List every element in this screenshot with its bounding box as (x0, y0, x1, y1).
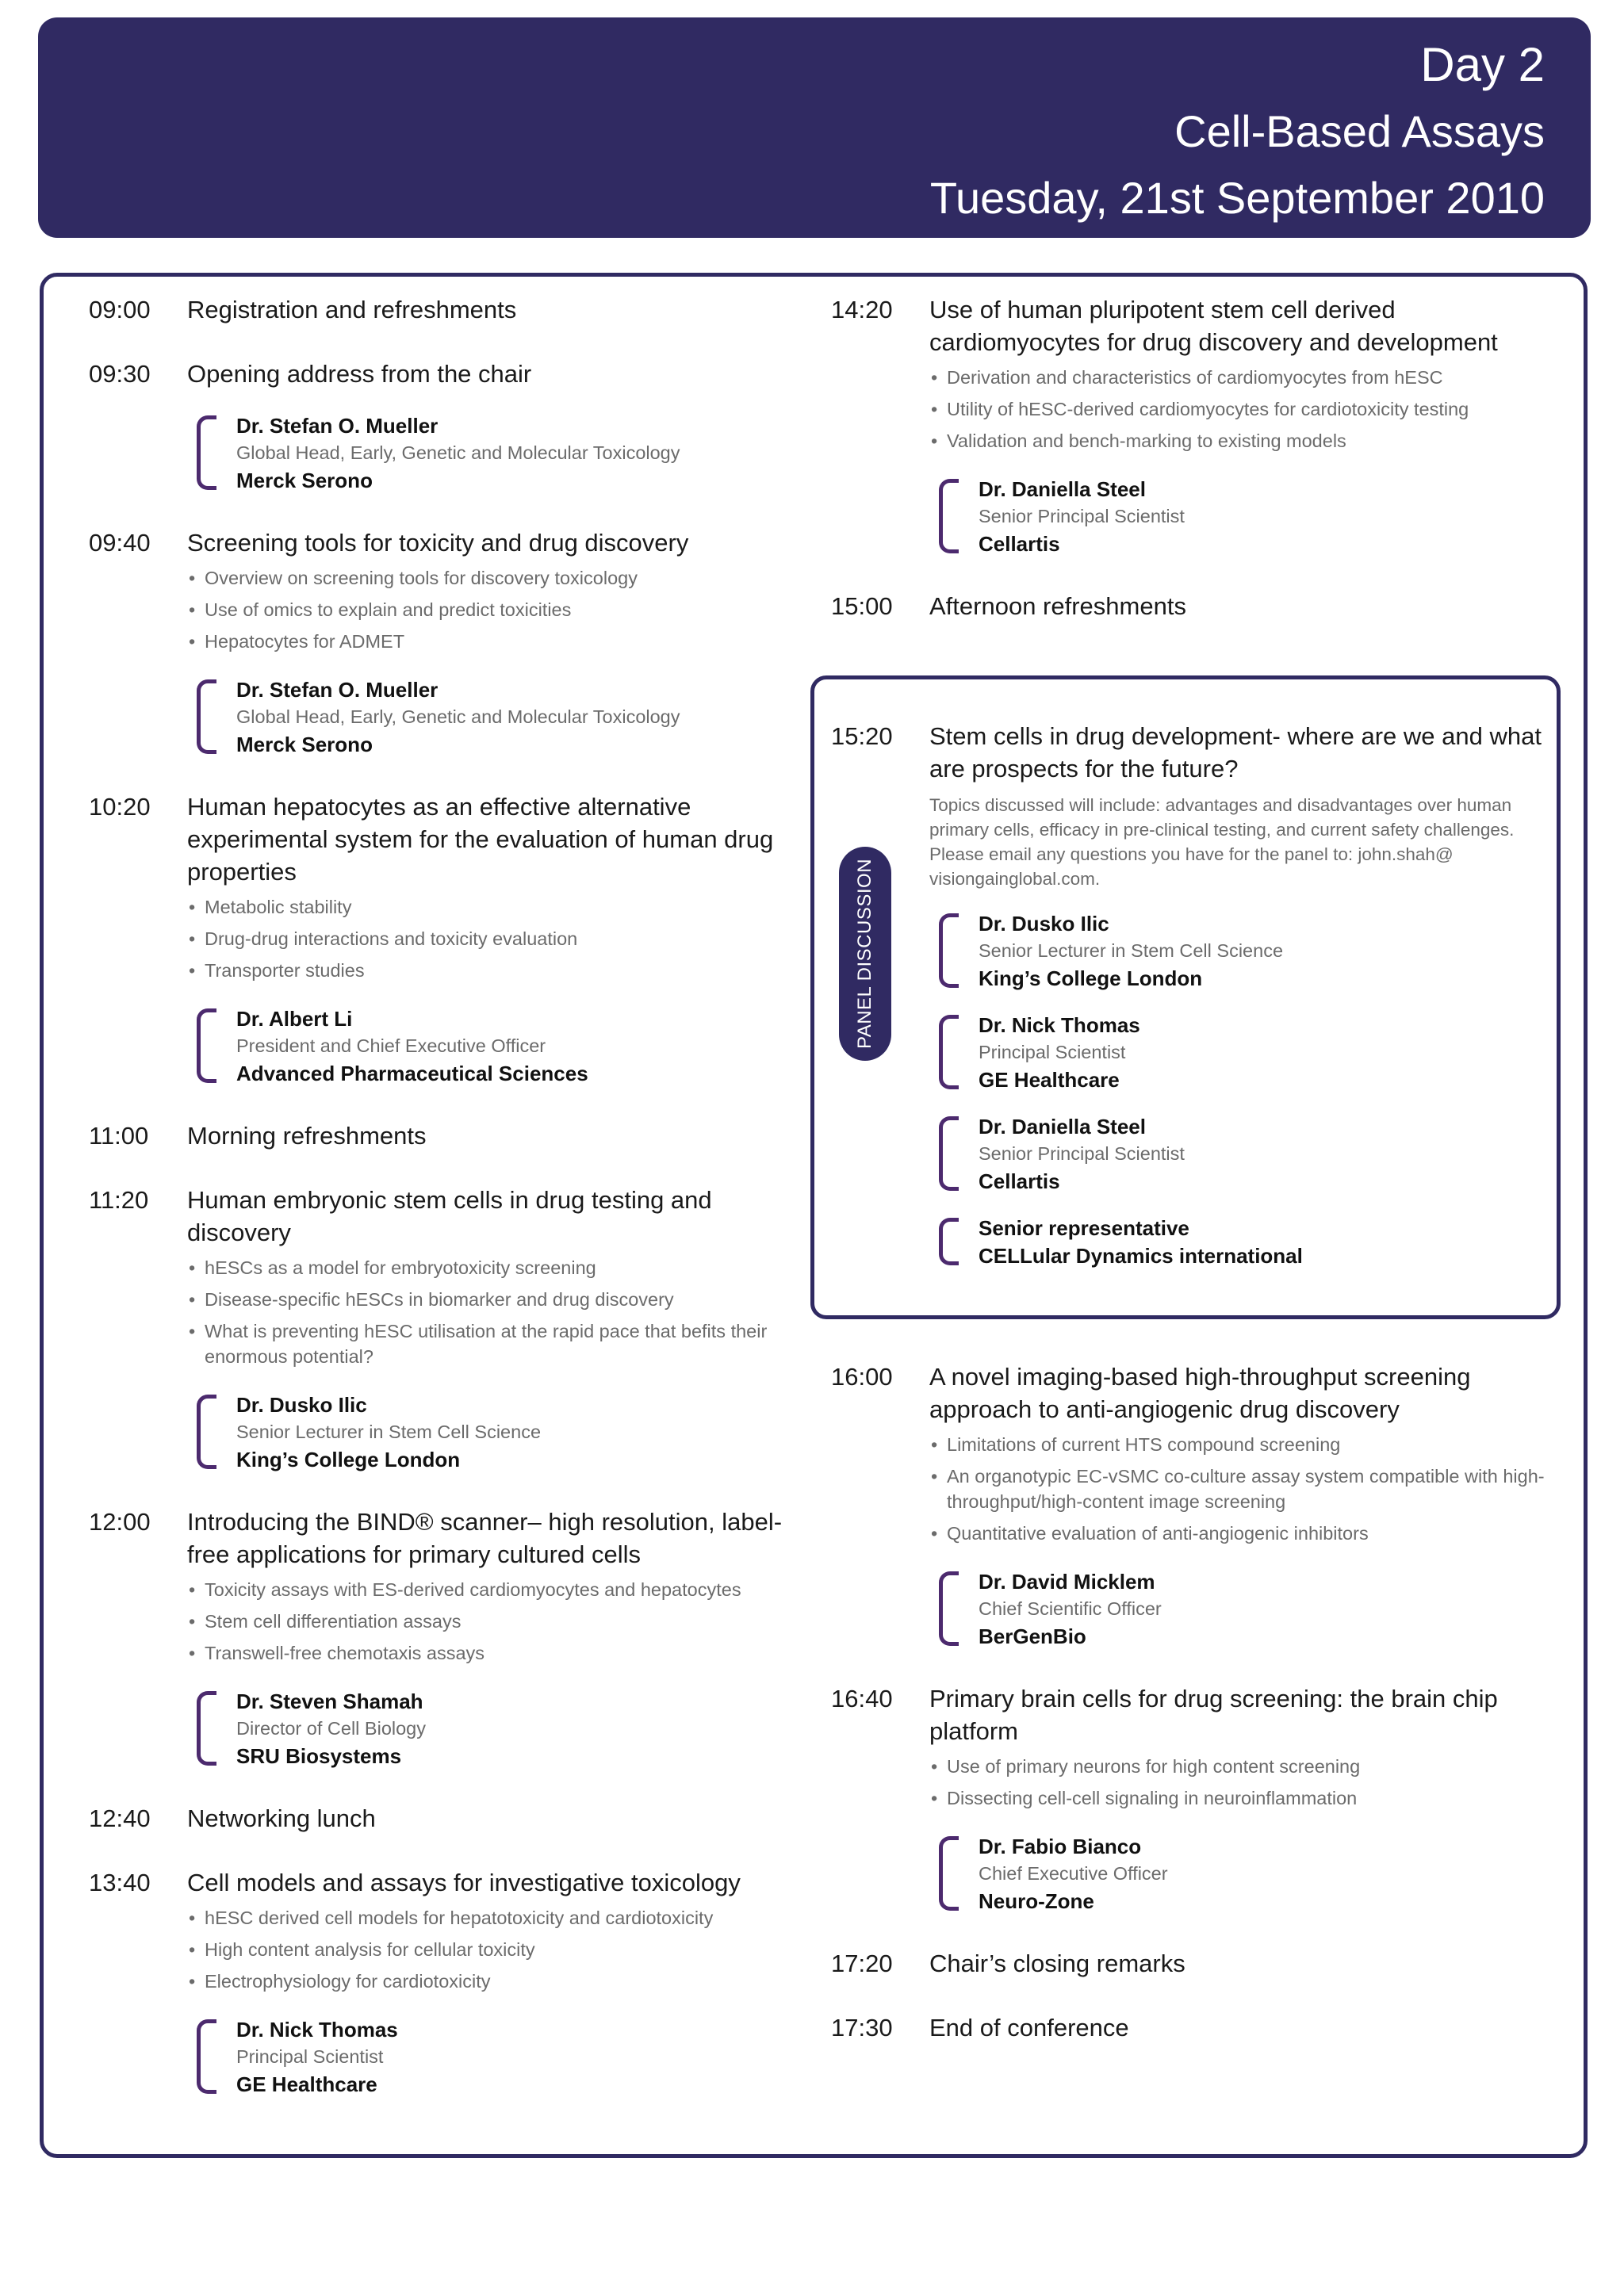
session-time: 16:00 (831, 1363, 893, 1391)
session-topics (929, 365, 1545, 453)
speaker-role: Principal Scientist (979, 1042, 1126, 1062)
agenda-session (89, 1866, 802, 2099)
session-topics (929, 1432, 1545, 1546)
speaker-organization: GE Healthcare (236, 2072, 377, 2096)
speaker-organization: Cellartis (979, 532, 1060, 556)
session-title: Introducing the BIND® scanner– high resolution, label-free applications for primary cultured cells (187, 1508, 783, 1568)
session-title: Morning refreshments (187, 1122, 427, 1150)
session-time: 14:20 (831, 296, 893, 323)
speaker-bracket-icon (197, 1395, 216, 1469)
speaker-block (929, 1215, 1545, 1270)
topic-item: • Hepatocytes for ADMET (187, 629, 802, 654)
session-topics (187, 1255, 802, 1369)
topic-item: • Toxicity assays with ES-derived cardiomyocytes and hepatocytes (187, 1577, 802, 1602)
topic-item: • Transporter studies (187, 958, 802, 983)
speaker-bracket-icon (939, 1015, 959, 1089)
speaker-name: Senior representative (979, 1216, 1189, 1240)
session-time: 10:20 (89, 793, 151, 821)
session-time: 09:40 (89, 529, 151, 557)
speaker-name: Dr. Steven Shamah (236, 1689, 423, 1713)
speaker-organization: BerGenBio (979, 1624, 1086, 1648)
speaker-bracket-icon (197, 2019, 216, 2094)
speaker-name: Dr. Nick Thomas (979, 1013, 1140, 1037)
agenda-session (89, 1184, 802, 1474)
speaker-organization: Merck Serono (236, 469, 373, 492)
session-time: 12:40 (89, 1804, 151, 1832)
theme-title: Cell-Based Assays (1174, 106, 1545, 156)
agenda-session (89, 293, 802, 326)
topic-item: • Use of omics to explain and predict toxicities (187, 597, 802, 622)
speaker-block (929, 1833, 1545, 1915)
speaker-name: Dr. Stefan O. Mueller (236, 678, 439, 702)
speaker-bracket-icon (939, 1836, 959, 1911)
topic-item: • Electrophysiology for cardiotoxicity (187, 1969, 802, 1994)
speaker-block (187, 1005, 802, 1088)
session-time: 17:30 (831, 2014, 893, 2042)
session-time: 09:30 (89, 360, 151, 388)
session-time: 13:40 (89, 1869, 151, 1896)
speaker-organization: Neuro-Zone (979, 1889, 1094, 1913)
speaker-bracket-icon (197, 1008, 216, 1083)
speaker-role: Senior Lecturer in Stem Cell Science (236, 1422, 542, 1442)
topic-item: • hESC derived cell models for hepatotoxicity and cardiotoxicity (187, 1905, 802, 1931)
speaker-block (187, 2016, 802, 2099)
agenda-left-column (89, 293, 802, 2130)
session-topics (929, 1754, 1545, 1811)
speaker-name: Dr. Stefan O. Mueller (236, 414, 439, 438)
speaker-organization: King’s College London (979, 966, 1203, 990)
speaker-name: Dr. David Micklem (979, 1570, 1155, 1594)
session-topics (187, 1577, 802, 1666)
topic-item: • Derivation and characteristics of cardiomyocytes from hESC (929, 365, 1545, 390)
topic-item: • hESCs as a model for embryotoxicity screening (187, 1255, 802, 1280)
speaker-bracket-icon (939, 1116, 959, 1191)
speaker-block (187, 1688, 802, 1770)
speaker-bracket-icon (197, 679, 216, 754)
speaker-organization: GE Healthcare (979, 1068, 1120, 1092)
panel-label-text: PANEL DISCUSSION (854, 858, 875, 1050)
session-title: Use of human pluripotent stem cell derived cardiomyocytes for drug discovery and development (929, 296, 1498, 356)
speaker-bracket-icon (939, 479, 959, 553)
session-time: 09:00 (89, 296, 151, 323)
speaker-role: Senior Principal Scientist (979, 506, 1185, 526)
speaker-role: Chief Scientific Officer (979, 1598, 1162, 1619)
speaker-block (929, 1012, 1545, 1094)
speaker-block (929, 1113, 1545, 1196)
session-time: 11:00 (89, 1122, 149, 1150)
speaker-bracket-icon (197, 1691, 216, 1766)
session-title: Stem cells in drug development- where are we and what are prospects for the future? (929, 722, 1542, 783)
speaker-organization: Merck Serono (236, 733, 373, 756)
speaker-role: Senior Lecturer in Stem Cell Science (979, 940, 1284, 961)
speaker-block (929, 1568, 1545, 1651)
speaker-name: Dr. Fabio Bianco (979, 1835, 1142, 1858)
speaker-block (187, 676, 802, 759)
session-title: Registration and refreshments (187, 296, 517, 323)
agenda-session (89, 526, 802, 759)
agenda-right-column-bottom (831, 1360, 1545, 2076)
topic-item: • Dissecting cell-cell signaling in neuroinflammation (929, 1785, 1545, 1811)
agenda-right-column-top (831, 293, 1545, 654)
session-title: Chair’s closing remarks (929, 1950, 1185, 1977)
session-time: 12:00 (89, 1508, 151, 1536)
speaker-block (929, 910, 1545, 993)
session-topics (187, 1905, 802, 1994)
agenda-session (831, 1947, 1545, 1980)
speaker-bracket-icon (939, 1571, 959, 1646)
topic-item: • Transwell-free chemotaxis assays (187, 1640, 802, 1666)
speaker-name: Dr. Albert Li (236, 1007, 353, 1031)
day-header (38, 17, 1591, 238)
speaker-role: Director of Cell Biology (236, 1718, 427, 1739)
agenda-session (831, 2011, 1545, 2044)
speaker-name: Dr. Daniella Steel (979, 477, 1146, 501)
panel-speakers (929, 910, 1545, 1270)
session-title: Human embryonic stem cells in drug testing and discovery (187, 1186, 712, 1246)
topic-item: • An organotypic EC-vSMC co-culture assay system compatible with high-throughput/high-content image screening (929, 1464, 1545, 1514)
topic-item: • Drug-drug interactions and toxicity evaluation (187, 926, 802, 951)
event-date: Tuesday, 21st September 2010 (929, 173, 1545, 223)
topic-item: • Use of primary neurons for high content screening (929, 1754, 1545, 1779)
speaker-organization: King’s College London (236, 1448, 461, 1471)
session-title: Screening tools for toxicity and drug discovery (187, 529, 689, 557)
topic-item: • What is preventing hESC utilisation at the rapid pace that befits their enormous potential? (187, 1318, 802, 1369)
day-label: Day 2 (1420, 38, 1545, 91)
speaker-role: Global Head, Early, Genetic and Molecular Toxicology (236, 706, 680, 727)
speaker-organization: CELLular Dynamics international (979, 1244, 1303, 1268)
session-title: Human hepatocytes as an effective alternative experimental system for the evaluation of human drug properties (187, 793, 774, 886)
session-title: Afternoon refreshments (929, 592, 1186, 620)
speaker-name: Dr. Dusko Ilic (236, 1393, 367, 1417)
agenda-session (831, 1682, 1545, 1915)
panel-session (831, 720, 1545, 1270)
agenda-session (89, 1119, 802, 1152)
agenda-session (89, 1802, 802, 1835)
agenda-session (89, 1506, 802, 1770)
speaker-organization: Advanced Pharmaceutical Sciences (236, 1062, 588, 1085)
topic-item: • Overview on screening tools for discovery toxicology (187, 565, 802, 591)
session-title: Primary brain cells for drug screening: the brain chip platform (929, 1685, 1498, 1745)
speaker-bracket-icon (939, 913, 959, 988)
session-time: 15:20 (831, 722, 893, 750)
agenda-session (89, 790, 802, 1088)
speaker-bracket-icon (939, 1218, 959, 1265)
panel-discussion-content (831, 720, 1545, 1302)
speaker-role: Chief Executive Officer (979, 1863, 1168, 1884)
session-title: Cell models and assays for investigative toxicology (187, 1869, 741, 1896)
speaker-role: Global Head, Early, Genetic and Molecular Toxicology (236, 442, 680, 463)
speaker-block (187, 1391, 802, 1474)
session-title: End of conference (929, 2014, 1129, 2042)
speaker-role: President and Chief Executive Officer (236, 1035, 546, 1056)
session-title: Networking lunch (187, 1804, 376, 1832)
panel-description: Topics discussed will include: advantages and disadvantages over human primary cells, efficacy in pre-clinical testing, and current safety challenges. Please email any questions you have for the panel to: john.shah@ visiongainglobal.com. (929, 795, 1515, 889)
speaker-name: Dr. Daniella Steel (979, 1115, 1146, 1138)
agenda-session (831, 590, 1545, 622)
session-topics (187, 894, 802, 983)
speaker-block (187, 412, 802, 495)
speaker-role: Principal Scientist (236, 2046, 384, 2067)
agenda-session (831, 293, 1545, 558)
agenda-session (831, 1360, 1545, 1651)
speaker-role: Senior Principal Scientist (979, 1143, 1185, 1164)
session-title: Opening address from the chair (187, 360, 532, 388)
topic-item: • Validation and bench-marking to existing models (929, 428, 1545, 453)
topic-item: • Metabolic stability (187, 894, 802, 920)
session-time: 15:00 (831, 592, 893, 620)
session-topics (187, 565, 802, 654)
topic-item: • Utility of hESC-derived cardiomyocytes for cardiotoxicity testing (929, 396, 1545, 422)
agenda-session (89, 358, 802, 495)
speaker-bracket-icon (197, 415, 216, 490)
topic-item: • Stem cell differentiation assays (187, 1609, 802, 1634)
speaker-block (929, 476, 1545, 558)
topic-item: • High content analysis for cellular toxicity (187, 1937, 802, 1962)
topic-item: • Limitations of current HTS compound screening (929, 1432, 1545, 1457)
session-time: 17:20 (831, 1950, 893, 1977)
session-title: A novel imaging-based high-throughput screening approach to anti-angiogenic drug discovery (929, 1363, 1471, 1423)
speaker-organization: SRU Biosystems (236, 1744, 402, 1768)
speaker-name: Dr. Nick Thomas (236, 2018, 398, 2042)
speaker-name: Dr. Dusko Ilic (979, 912, 1109, 936)
session-time: 16:40 (831, 1685, 893, 1712)
topic-item: • Disease-specific hESCs in biomarker and drug discovery (187, 1287, 802, 1312)
topic-item: • Quantitative evaluation of anti-angiogenic inhibitors (929, 1521, 1545, 1546)
session-time: 11:20 (89, 1186, 149, 1214)
speaker-organization: Cellartis (979, 1169, 1060, 1193)
